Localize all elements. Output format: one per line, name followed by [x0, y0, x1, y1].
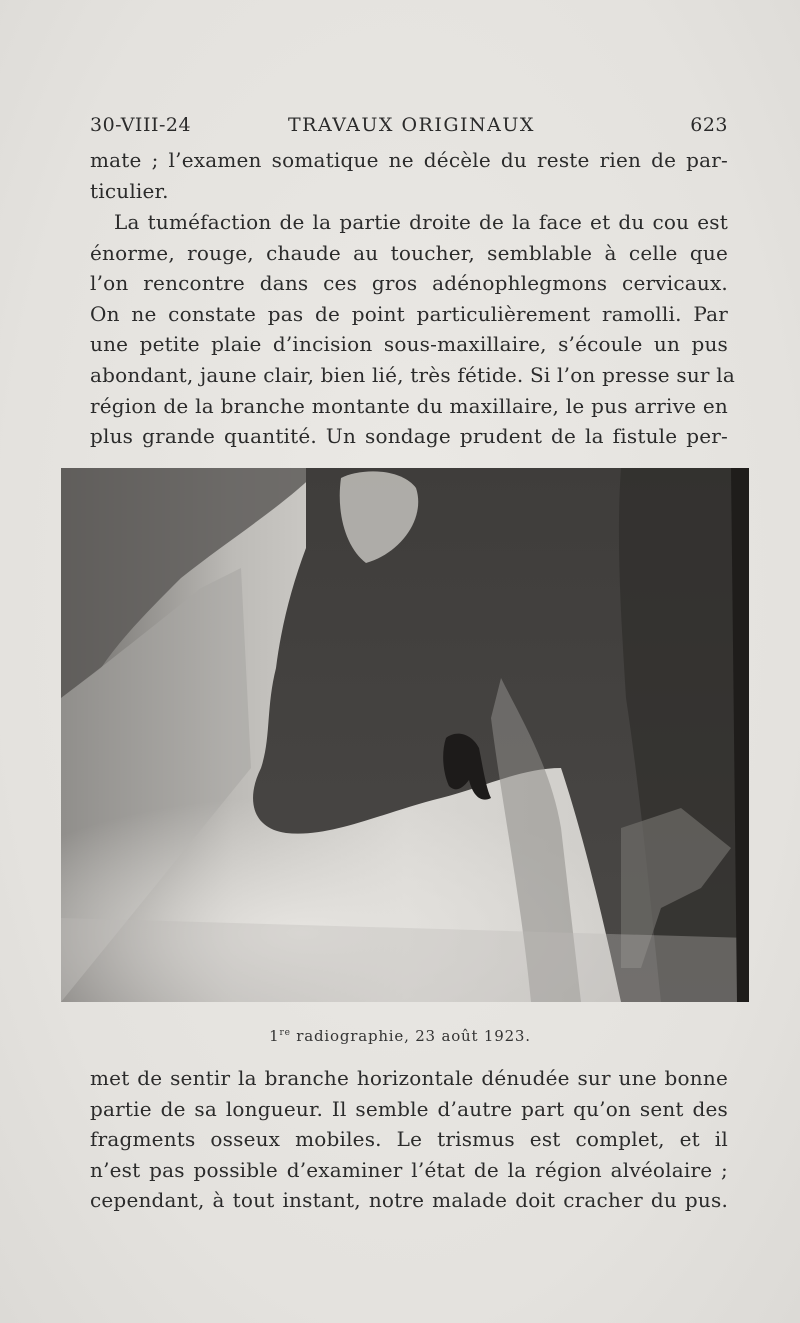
text-line: mate ; l’examen somatique ne décèle du reste rien de par-	[90, 148, 728, 172]
text-line: région de la branche montante du maxillaire, le pus arrive en	[90, 393, 728, 418]
text-line: plus grande quantité. Un sondage prudent de la fistule per-	[90, 424, 728, 449]
text-line: partie de sa longueur. Il semble d’autre part qu’on sent des	[90, 1096, 728, 1121]
text-line: On ne constate pas de point particulièrement ramolli. Par	[90, 301, 728, 326]
text-line: n’est pas possible d’examiner l’état de la région alvéolaire ;	[90, 1157, 728, 1182]
paragraph-1	[90, 145, 728, 206]
header-title: TRAVAUX ORIGINAUX	[288, 114, 535, 136]
figure-caption	[0, 1027, 800, 1045]
text-line: La tuméfaction de la partie droite de la face et du cou est	[114, 210, 728, 234]
text-line: énorme, rouge, chaude au toucher, semblable à celle que	[90, 240, 728, 265]
header-date: 30-VIII-24	[90, 114, 192, 136]
text-line: une petite plaie d’incision sous-maxillaire, s’écoule un pus	[90, 332, 728, 357]
paragraph-2	[90, 207, 735, 452]
radiograph-image	[61, 468, 749, 1002]
text-line: ticulier.	[90, 178, 169, 203]
text-line: met de sentir la branche horizontale dénudée sur une bonne	[90, 1066, 728, 1090]
text-line: cependant, à tout instant, notre malade doit cracher du pus.	[90, 1188, 728, 1213]
caption-text: radiographie, 23 août 1923.	[290, 1027, 531, 1045]
page-number: 623	[690, 114, 728, 136]
running-head	[90, 114, 730, 140]
caption-prefix: 1	[269, 1027, 280, 1045]
caption-superscript: re	[279, 1028, 291, 1038]
text-line: l’on rencontre dans ces gros adénophlegmons cervicaux.	[90, 271, 728, 296]
text-line: abondant, jaune clair, bien lié, très fétide. Si l’on presse sur la	[90, 362, 735, 387]
paragraph-3	[90, 1063, 728, 1216]
text-line: fragments osseux mobiles. Le trismus est complet, et il	[90, 1127, 728, 1152]
